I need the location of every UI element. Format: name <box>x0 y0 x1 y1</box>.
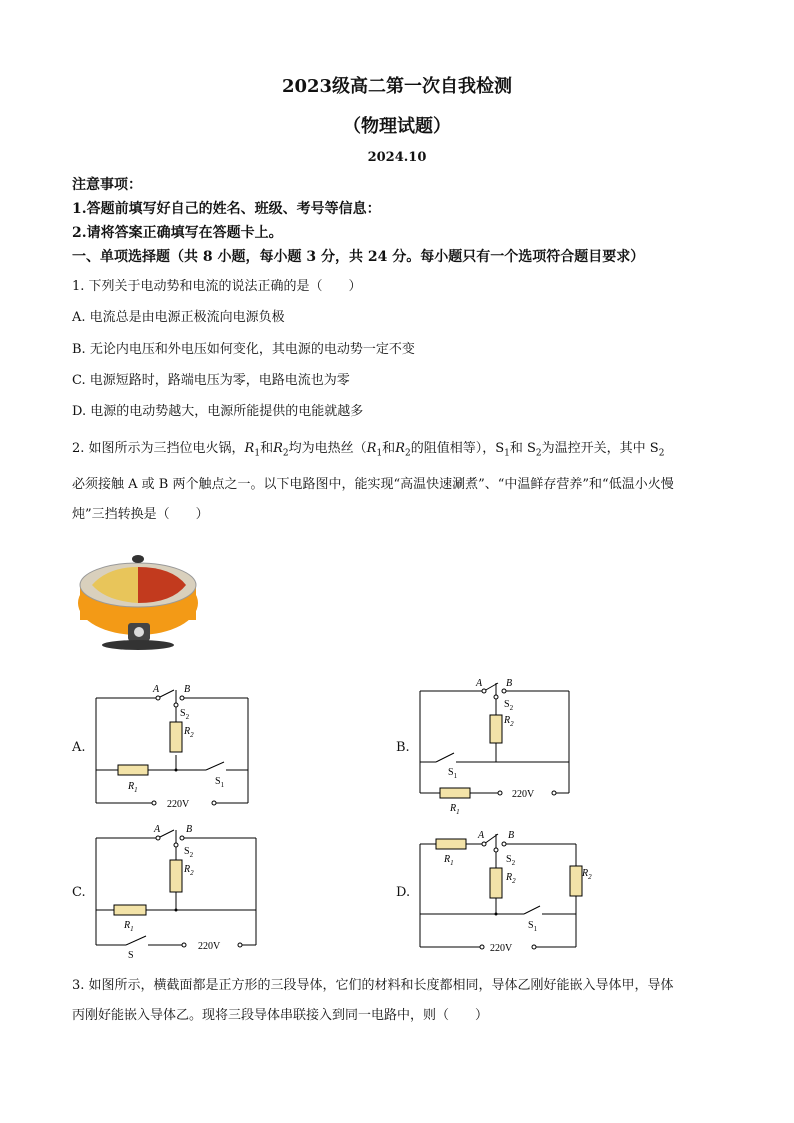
switch-s2-label: $S_2$ <box>184 846 194 859</box>
circuit-a <box>90 680 260 810</box>
r2-label: $R_2$ <box>184 864 194 877</box>
voltage-label: 220V <box>167 799 190 810</box>
q2-option-b-label: B. <box>396 740 410 755</box>
q1-stem: 1. 下列关于电动势和电流的说法正确的是（ ） <box>72 279 362 294</box>
switch-s2-label: $S_2$ <box>180 708 190 721</box>
r2-label: $R_2$ <box>184 726 194 739</box>
resistor-r2 <box>170 722 182 752</box>
q2-line3: 炖”三挡转换是（ ） <box>72 507 209 522</box>
switch-s2-label: $S_2$ <box>506 854 516 867</box>
exam-date: 2024.10 <box>367 150 427 165</box>
pot-base <box>102 640 174 650</box>
note-1: 1.答题前填写好自己的姓名、班级、考号等信息： <box>72 201 381 217</box>
q2-line1: 2. 如图所示为三挡位电火锅，$R_1$和$R_2$均为电热丝（$R_1$和$R_2$的阻值相等），$S_1$和 $S_2$为温控开关，其中 $S_2$ <box>72 441 665 459</box>
switch-s1-label: $S_1$ <box>215 776 225 789</box>
q2-line2: 必须接触 A 或 B 两个触点之一。以下电路图中，能实现“高温快速涮煮”、“中温鲜存营养”和“低温小火慢 <box>72 477 674 492</box>
r2-label-right: $R_2$ <box>582 868 592 881</box>
contact-b-label: B <box>184 684 191 695</box>
voltage-label: 220V <box>512 789 535 800</box>
contact-a-label: A <box>153 684 160 695</box>
contact-b-label: B <box>508 830 515 841</box>
r1-label: $R_1$ <box>128 781 138 794</box>
q2-option-c-label: C. <box>72 885 86 900</box>
voltage-label: 220V <box>198 941 221 952</box>
note-2: 2.请将答案正确填写在答题卡上。 <box>72 225 283 241</box>
resistor-r1 <box>118 765 148 775</box>
q1-option-c: C. 电源短路时，路端电压为零，电路电流也为零 <box>72 373 350 388</box>
circuit-b <box>414 675 584 815</box>
switch-s1-label: $S_1$ <box>528 920 538 933</box>
contact-b-label: B <box>506 678 513 689</box>
voltage-label: 220V <box>490 943 513 954</box>
resistor-r1 <box>440 788 470 798</box>
contact-a-label: A <box>476 678 483 689</box>
contact-b-label: B <box>186 824 193 835</box>
resistor-r1 <box>114 905 146 915</box>
switch-s2-label: $S_2$ <box>504 699 514 712</box>
r2-label: $R_2$ <box>504 715 514 728</box>
q3-line2: 丙刚好能嵌入导体乙。现将三段导体串联接入到同一电路中，则（ ） <box>72 1008 489 1023</box>
r1-label: $R_1$ <box>450 803 460 815</box>
resistor-r1 <box>436 839 466 849</box>
contact-a-label: A <box>154 824 161 835</box>
section-heading: 一、单项选择题（共 8 小题，每小题 3 分，共 24 分。每小题只有一个选项符合题目要求） <box>72 249 645 265</box>
page-title: 2023级高二第一次自我检测 <box>281 76 513 97</box>
q2-option-d-label: D. <box>396 885 411 900</box>
r1-label: $R_1$ <box>444 854 454 867</box>
contact-a-label: A <box>478 830 485 841</box>
resistor-r2-right <box>570 866 582 896</box>
circuit-d <box>414 822 594 962</box>
q1-option-a: A. 电流总是由电源正极流向电源负极 <box>72 310 285 325</box>
r1-label: $R_1$ <box>124 920 134 933</box>
lid-knob <box>132 555 144 563</box>
switch-s-label: S <box>128 950 134 960</box>
pot-dial <box>134 627 144 637</box>
page-subtitle: （物理试题） <box>343 116 451 137</box>
q3-line1: 3. 如图所示，横截面都是正方形的三段导体，它们的材料和长度都相同，导体乙刚好能嵌入导体甲，导体 <box>72 978 674 993</box>
resistor-r2-middle <box>490 868 502 898</box>
switch-s1-label: $S_1$ <box>448 767 458 780</box>
resistor-r2 <box>490 715 502 743</box>
circuit-c <box>90 820 270 960</box>
resistor-r2 <box>170 860 182 892</box>
q1-option-b: B. 无论内电压和外电压如何变化，其电源的电动势一定不变 <box>72 342 415 357</box>
r2-label-middle: $R_2$ <box>506 872 516 885</box>
hot-pot-image <box>68 545 208 655</box>
q2-option-a-label: A. <box>72 740 86 755</box>
q1-option-d: D. 电源的电动势越大，电源所能提供的电能就越多 <box>72 404 364 419</box>
notes-heading: 注意事项： <box>72 177 142 193</box>
